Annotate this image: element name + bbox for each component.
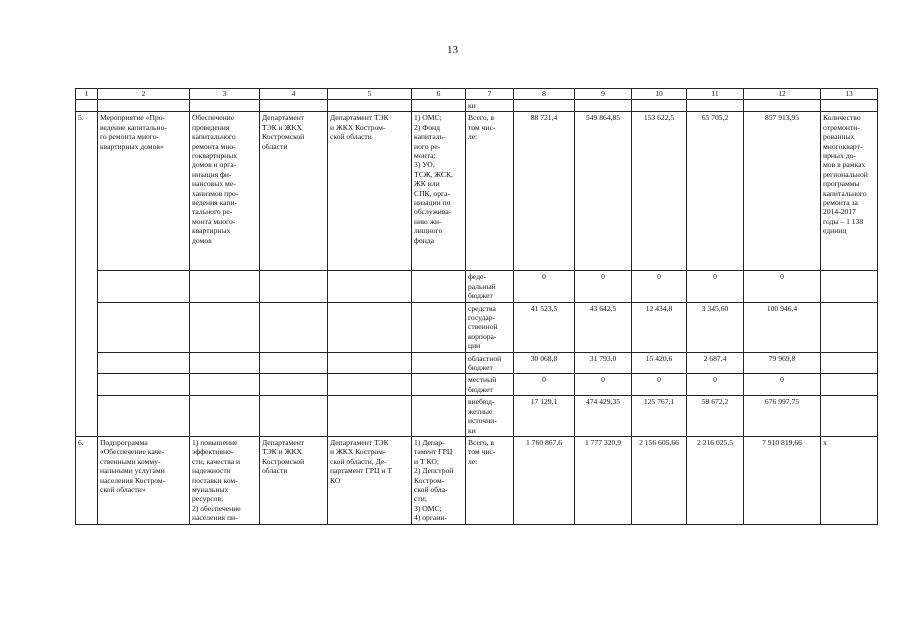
header-cell: 5 bbox=[328, 89, 412, 100]
item-participants: 1) Депар- тамент ГРЦ и Т КО; 2) Депстрой Костром- ской обла- сти; 3) ОМС; 4) органи- bbox=[412, 436, 466, 524]
item-number: 5. bbox=[76, 112, 98, 437]
value-cell: 2 687,4 bbox=[687, 352, 744, 374]
value-cell: 474 429,35 bbox=[575, 396, 632, 437]
item-name: Подпрограмма «Обеспечение каче- ственными комму- нальными услугами населения Костром- ской области» bbox=[98, 436, 190, 524]
item-goal: Обеспечение проведения капитального ремонта мно- гоквартирных домов и орга- низация фи- нансовых ме- ханизмов про- ведения капи- тального ре- монта много- квартирных домов bbox=[190, 112, 260, 271]
value-cell: 7 910 819,66 bbox=[744, 436, 821, 524]
value-cell: 88 721,4 bbox=[514, 112, 575, 271]
source-cell: Всего, в том чис- ле: bbox=[466, 112, 514, 271]
item-coexecutor: Департамент ТЭК и ЖКХ Костром- ской области, Де- партамент ГРЦ и Т КО bbox=[328, 436, 412, 524]
item-name: Мероприятие «Про- ведение капитально- го ремонта много- квартирных домов» bbox=[98, 112, 190, 271]
item-number: 6. bbox=[76, 436, 98, 524]
value-cell: 41 523,5 bbox=[514, 302, 575, 352]
header-cell: 9 bbox=[575, 89, 632, 100]
value-cell: 1 777 320,9 bbox=[575, 436, 632, 524]
source-cell: средства государ- ственной корпора- ции bbox=[466, 302, 514, 352]
source-cell: областной бюджет bbox=[466, 352, 514, 374]
header-cell: 2 bbox=[98, 89, 190, 100]
header-cell: 10 bbox=[632, 89, 687, 100]
value-cell: 79 969,8 bbox=[744, 352, 821, 374]
table-row bbox=[76, 271, 878, 302]
header-cell: 7 bbox=[466, 89, 514, 100]
value-cell: 100 946,4 bbox=[744, 302, 821, 352]
value-cell: 59 672,2 bbox=[687, 396, 744, 437]
value-cell: 2 156 605,66 bbox=[632, 436, 687, 524]
value-cell: 43 642,5 bbox=[575, 302, 632, 352]
value-cell: 676 997,75 bbox=[744, 396, 821, 437]
table-row bbox=[76, 302, 878, 352]
item-participants: 1) ОМС; 2) Фонд капиталь- ного ре- монта; 3) УО, ТСЖ, ЖСК, ЖК или СПК, орга- низации по обслужива- нию жи- лищного фонда bbox=[412, 112, 466, 271]
source-cell: ки bbox=[466, 100, 514, 112]
item-responsible: Департамент ТЭК и ЖКХ Костромской области bbox=[260, 112, 328, 271]
item-result: Количество отремонти- рованных многокварт- ирных до- мов в рамках региональной программы капитального ремонта за 2014-2017 годы – 1 138 единиц bbox=[821, 112, 878, 271]
program-table bbox=[75, 88, 878, 525]
page-number: 13 bbox=[447, 44, 458, 56]
value-cell: 0 bbox=[687, 374, 744, 396]
header-cell: 11 bbox=[687, 89, 744, 100]
value-cell: 12 434,8 bbox=[632, 302, 687, 352]
header-row bbox=[76, 89, 878, 100]
value-cell: 0 bbox=[687, 271, 744, 302]
header-cell: 1 bbox=[76, 89, 98, 100]
value-cell: 125 767,1 bbox=[632, 396, 687, 437]
header-cell: 13 bbox=[821, 89, 878, 100]
table-row bbox=[76, 374, 878, 396]
value-cell: 15 420,6 bbox=[632, 352, 687, 374]
item-result: x bbox=[821, 436, 878, 524]
value-cell: 0 bbox=[575, 271, 632, 302]
item-responsible: Департамент ТЭК и ЖКХ Костромской области bbox=[260, 436, 328, 524]
table-row bbox=[76, 396, 878, 437]
table-row bbox=[76, 352, 878, 374]
source-cell: Всего, в том чис- ле: bbox=[466, 436, 514, 524]
value-cell: 0 bbox=[744, 374, 821, 396]
source-cell: феде- ральный бюджет bbox=[466, 271, 514, 302]
continuation-row bbox=[76, 100, 878, 112]
value-cell: 0 bbox=[514, 374, 575, 396]
header-cell: 12 bbox=[744, 89, 821, 100]
value-cell: 0 bbox=[632, 271, 687, 302]
header-cell: 6 bbox=[412, 89, 466, 100]
header-cell: 3 bbox=[190, 89, 260, 100]
table-row bbox=[76, 112, 878, 271]
value-cell: 0 bbox=[632, 374, 687, 396]
value-cell: 17 129,1 bbox=[514, 396, 575, 437]
value-cell: 3 345,60 bbox=[687, 302, 744, 352]
value-cell: 0 bbox=[514, 271, 575, 302]
item-coexecutor: Департамент ТЭК и ЖКХ Костром- ской области bbox=[328, 112, 412, 271]
value-cell: 549 864,85 bbox=[575, 112, 632, 271]
header-cell: 8 bbox=[514, 89, 575, 100]
table-row bbox=[76, 436, 878, 524]
item-goal: 1) повышение эффективно- сти, качества и надежности поставки ком- мунальных ресурсов; 2) обеспечение населения пи- bbox=[190, 436, 260, 524]
value-cell: 857 913,95 bbox=[744, 112, 821, 271]
value-cell: 0 bbox=[575, 374, 632, 396]
source-cell: местный бюджет bbox=[466, 374, 514, 396]
value-cell: 0 bbox=[744, 271, 821, 302]
value-cell: 30 068,8 bbox=[514, 352, 575, 374]
value-cell: 1 760 867,6 bbox=[514, 436, 575, 524]
header-cell: 4 bbox=[260, 89, 328, 100]
value-cell: 31 793,0 bbox=[575, 352, 632, 374]
value-cell: 2 216 025,5 bbox=[687, 436, 744, 524]
source-cell: внебюд- жетные источни- ки bbox=[466, 396, 514, 437]
value-cell: 65 705,2 bbox=[687, 112, 744, 271]
value-cell: 153 622,5 bbox=[632, 112, 687, 271]
